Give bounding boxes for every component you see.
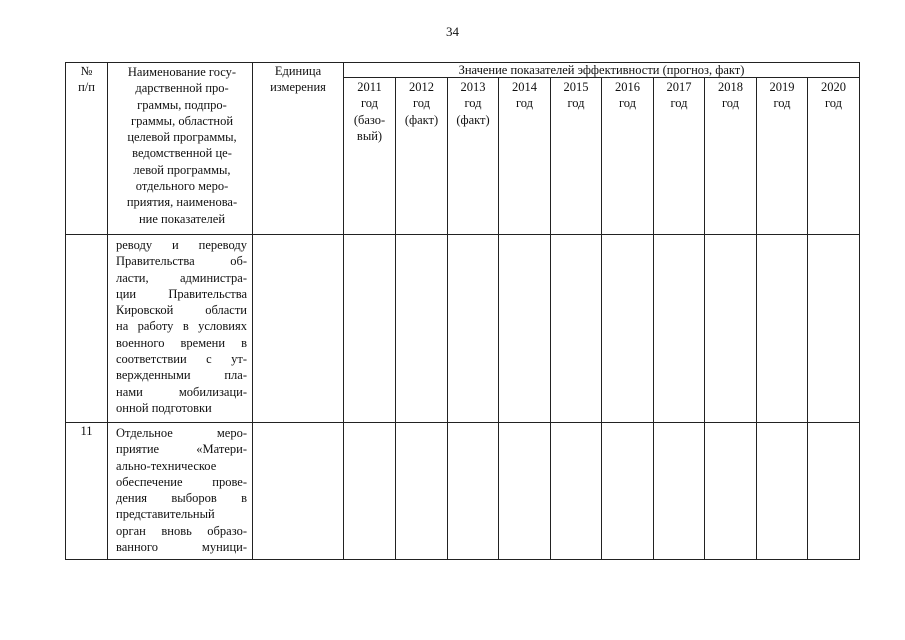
year-line: (базо- [353, 112, 386, 127]
indicators-table [65, 62, 860, 560]
row-unit-cell [253, 423, 344, 560]
header-year-2014 [499, 78, 551, 235]
row-name-line: вержденными пла- [116, 368, 247, 383]
year-line: 2012 [409, 80, 434, 94]
year-line: 2019 [769, 80, 795, 94]
header-name-line: левой программы, [133, 162, 231, 177]
year-line: год [773, 96, 791, 111]
row-name-line: ванного муници- [116, 540, 247, 555]
header-name-line: граммы, подпро- [137, 97, 227, 112]
row-name-line: военного времени в [116, 335, 247, 350]
year-line: 2011 [357, 80, 382, 94]
page-number: 34 [446, 24, 459, 39]
row-value-cell [808, 423, 860, 560]
row-value-cell [602, 235, 654, 423]
year-line: 2013 [460, 80, 486, 94]
year-line: год [618, 96, 637, 111]
header-name-line: дарственной про- [135, 81, 229, 96]
row-name-line: орган вновь образо- [116, 523, 247, 538]
year-line: год [824, 96, 843, 111]
row-name-line: ласти, администра- [116, 270, 247, 285]
table-row [66, 423, 860, 560]
year-line: (факт) [456, 112, 490, 127]
row-unit-cell [253, 235, 344, 423]
row-value-cell [654, 235, 705, 423]
year-line: 2018 [718, 80, 743, 94]
row-name-line: ции Правительства [116, 286, 247, 301]
year-line: 2015 [563, 80, 589, 94]
header-name-line: приятия, наименова- [126, 195, 238, 210]
year-line: (факт) [404, 112, 439, 127]
header-name-line: целевой программы, [127, 130, 237, 145]
row-name-line: дения выборов в [116, 491, 247, 506]
header-year-2015 [551, 78, 602, 235]
row-value-cell [448, 423, 499, 560]
row-value-cell [396, 235, 448, 423]
row-value-cell [808, 235, 860, 423]
year-line: год [567, 96, 585, 111]
header-year-2020 [808, 78, 860, 235]
year-line: год [412, 96, 431, 111]
row-value-cell [499, 235, 551, 423]
row-name [108, 235, 253, 423]
header-num [66, 63, 108, 235]
row-value-cell [602, 423, 654, 560]
row-value-cell [705, 423, 757, 560]
row-name-line: ально-техническое [116, 458, 217, 473]
header-name-line: ведомственной це- [132, 146, 232, 161]
row-name-line: представительный [116, 507, 215, 522]
row-value-cell [344, 235, 396, 423]
row-value-cell [551, 235, 602, 423]
header-num-line: № [80, 64, 93, 78]
header-year-2019 [757, 78, 808, 235]
row-value-cell [499, 423, 551, 560]
row-value-cell [705, 235, 757, 423]
header-unit [253, 63, 344, 235]
header-name-line: отдельного меро- [135, 179, 229, 194]
row-name-line: нами мобилизаци- [116, 384, 247, 399]
row-value-cell [448, 235, 499, 423]
row-name-line: реводу и переводу [116, 238, 247, 252]
year-line: вый) [356, 128, 383, 143]
header-name-line: граммы, областной [130, 113, 234, 128]
row-name-line: онной подготовки [116, 400, 212, 415]
header-name [108, 63, 253, 235]
row-name-line: Правительства об- [116, 254, 247, 269]
header-num-line: п/п [78, 80, 95, 95]
row-value-cell [551, 423, 602, 560]
row-value-cell [344, 423, 396, 560]
table-row [66, 235, 860, 423]
year-line: 2017 [666, 80, 692, 94]
year-line: год [670, 96, 688, 111]
row-name-line: Отдельное меро- [116, 426, 247, 440]
header-name-line: Наименование госу- [127, 65, 237, 79]
year-line: год [721, 96, 740, 111]
year-line: 2014 [512, 80, 537, 94]
header-year-2017 [654, 78, 705, 235]
row-name-line: Кировской области [116, 303, 247, 318]
row-value-cell [757, 235, 808, 423]
row-value-cell [654, 423, 705, 560]
header-year-2016 [602, 78, 654, 235]
header-unit-line: Единица [274, 64, 322, 78]
year-line: год [464, 96, 482, 111]
row-name-line: на работу в условиях [116, 319, 247, 334]
header-indicator-group: Значение показателей эффективности (прогноз, факт) [344, 63, 860, 78]
row-num [66, 235, 108, 423]
row-num: 11 [66, 423, 108, 560]
row-value-cell [396, 423, 448, 560]
year-line: год [515, 96, 534, 111]
row-name-line: приятие «Матери- [116, 442, 247, 457]
header-year-2018 [705, 78, 757, 235]
header-unit-line: измерения [270, 80, 326, 95]
header-year-2012 [396, 78, 448, 235]
year-line: 2020 [821, 80, 846, 94]
header-row-1 [66, 63, 860, 78]
year-line: 2016 [615, 80, 640, 94]
year-line: год [360, 96, 379, 111]
row-value-cell [757, 423, 808, 560]
row-name [108, 423, 253, 560]
header-name-line: ние показателей [138, 211, 226, 226]
header-year-2011 [344, 78, 396, 235]
row-name-line: обеспечение прове- [116, 474, 247, 489]
row-name-line: соответствии с ут- [116, 352, 247, 367]
header-year-2013 [448, 78, 499, 235]
